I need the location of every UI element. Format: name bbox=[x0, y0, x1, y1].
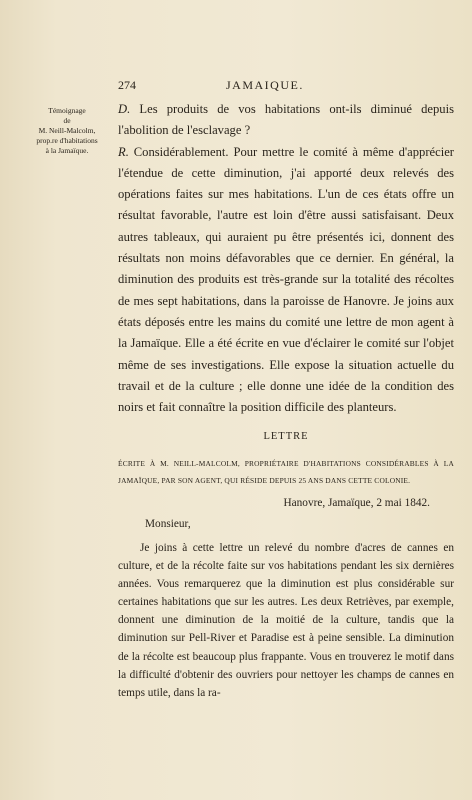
margin-note-line: prop.re d'habitations bbox=[36, 136, 98, 145]
page-number: 274 bbox=[118, 78, 136, 92]
letter-body bbox=[118, 539, 454, 702]
letter-salutation: Monsieur, bbox=[145, 518, 191, 530]
running-title: JAMAIQUE. bbox=[226, 78, 304, 92]
margin-note bbox=[20, 106, 114, 156]
margin-note-line: à la Jamaïque. bbox=[45, 146, 89, 155]
letter-paragraph: Je joins à cette lettre un relevé du nombre d'acres de cannes en culture, et de la récolte faite sur vos habitations pendant les six dernières années. Vous remarquerez que la diminution est plus considérable sur certaines habitations que sur les autres. Les deux Retrièves, par exemple, donnent une diminution de la moitié de la culture, tandis que la diminution sur Pell-River et Paradise est à peine sensible. La diminution de la récolte est beaucoup plus frappante. Vous en trouverez le motif dans la difficulté d'obtenir des ouvriers pour nettoyer les champs de cannes en temps utile, dans la ra- bbox=[118, 542, 454, 699]
answer-speaker: R. bbox=[118, 144, 129, 159]
letter-title: LETTRE bbox=[263, 431, 309, 442]
answer-paragraph bbox=[118, 142, 454, 419]
margin-note-line: M. Neill-Malcolm, bbox=[38, 126, 96, 135]
question-speaker: D. bbox=[118, 102, 131, 116]
letter-subtitle: ÉCRITE À M. NEILL-MALCOLM, PROPRIÉTAIRE D'HABITATIONS CONSIDÉRABLES À LA JAMAÏQUE, PAR SON AGENT, QUI RÉSIDE DEPUIS 25 ANS DANS CETTE COLONIE. bbox=[118, 459, 454, 485]
margin-note-line: de bbox=[63, 116, 71, 125]
margin-note-line: Témoignage bbox=[48, 106, 86, 115]
question-text: Les produits de vos habitations ont-ils diminué depuis l'abolition de l'esclavage ? bbox=[118, 102, 454, 138]
answer-text: Considérablement. Pour mettre le comité à même d'apprécier l'étendue de cette diminution, j'ai apporté deux relevés des opérations faites sur mes habitations. L'un de ces états offre un résultat favorable, l'autre est loin d'être aussi satisfaisant. Deux autres tableaux, qui auraient pu être présentés ici, donnent des résultats non moins défavorables que ce dernier. En général, la diminution des produits est très-grande sur la totalité des récoltes de mes sept habitations, dans la paroisse de Hanovre. Je joins aux états déposés entre les mains du comité une lettre de mon agent à la Jamaïque. Elle a été écrite en vue d'éclairer le comité sur l'objet même de ses investigations. Elle expose la situation actuelle du travail et de la culture ; elle donne une idée de la condition des noirs et fait connaître la position difficile des planteurs. bbox=[118, 144, 454, 415]
letter-place-date: Hanovre, Jamaïque, 2 mai 1842. bbox=[283, 497, 430, 509]
main-text bbox=[118, 99, 454, 418]
page-header bbox=[118, 78, 448, 94]
question-paragraph bbox=[118, 99, 454, 142]
